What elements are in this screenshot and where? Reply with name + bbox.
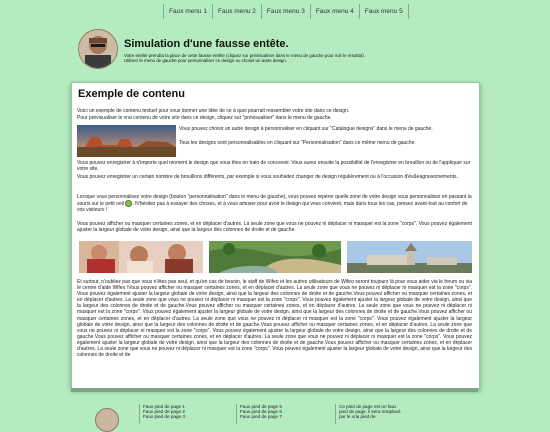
header-subtitle-line-2: Utilisez le menu de gauche pour personnaliser ce design ou choisir un autre design. (124, 58, 288, 64)
paragraph-zones: Vous pouvez afficher ou masquer certaines zones, et en déplacer d'autres. La seule zone que vous ne pouvez ni déplacer ni masquer est la zone "corps". Vous pouvez également ajuster la largeur globale de votre design, ainsi que la largeur des colonnes de droite et de gauche. (77, 221, 472, 234)
footer-link-6[interactable]: Faux pied de page 6 (240, 409, 282, 415)
desert-photo (77, 125, 176, 157)
footer-link-7[interactable]: Faux pied de page 7 (240, 414, 282, 420)
paragraph-drafts: Vous pouvez enregistrer un certain nombre de brouillons différents, par exemple si vous souhaitez changer de design régulièrement ou à l'occasion d'év&eagraveznements. (77, 174, 458, 180)
footer (71, 404, 478, 424)
paragraph-catalogue: Vous pouvez choisir un autre design à personnaliser en cliquant sur "Catalogue designs" dans le menu de gauche. (179, 126, 433, 132)
castle-image (347, 241, 472, 273)
content-bottom-bar (71, 388, 478, 392)
desert-image (77, 125, 176, 157)
menu-item-3[interactable]: Faux menu 3 (261, 4, 310, 19)
paragraph-preview: Pour prévisualiser le vrai contenu de votre site dans ce design, cliquez sur "prévisualiser" dans le menu de gauche. (77, 115, 332, 121)
paragraph-save: Vous pouvez enregistrer à n'importe quel moment le design que vous êtes en train de concevoir. Vous aurez ensuite la possibilité de l'enregistrer en brouillon ou de l'appliquer sur votre site. (77, 160, 471, 173)
paragraph-intro: Voici un exemple de contenu textuel pour vous donner une idée de ce à quoi pourrait ressembler votre site dans ce design. (77, 108, 350, 114)
avatar-photo (79, 30, 117, 68)
footer-avatar (95, 408, 119, 432)
paragraph-customize (77, 194, 472, 213)
footer-col-4 (335, 404, 435, 424)
river-photo (209, 241, 341, 273)
paragraph-customize-a: Lorsque vous personnalisez votre design (bouton "personnalisation" dans le menu de gauche), vous pouvez repérer quelle zone de votre design vous personnalisez en passant la souris sur le petit oeil (77, 194, 472, 207)
river-image (209, 241, 341, 273)
people-image (79, 241, 203, 273)
castle-photo (347, 241, 472, 273)
people-photo (79, 241, 203, 273)
content-heading: Exemple de contenu (78, 88, 185, 100)
menu-item-4[interactable]: Faux menu 4 (310, 4, 359, 19)
paragraph-customize-b: . N'hésitez pas à essayer des choses, et à vous amuser pour avoir le design qui vous convient, mais dans tous les cas, pensez avant-tout au confort de vos visiteurs ! (77, 200, 468, 214)
footer-link-3[interactable]: Faux pied de page 3 (143, 414, 185, 420)
header-subtitle (124, 53, 464, 64)
footer-link-1[interactable]: Faux pied de page 1 (143, 404, 185, 409)
header-subtitle-line-1: Votre entête prendra la place de cette fausse entête (cliquez sur prévisualiser dans le menu de gauche pour voir le résultat). (124, 53, 365, 58)
footer-note-3: par le vrai pied de (339, 414, 376, 420)
paragraph-personnalisation: Tous les designs sont personnalisables en cliquant sur "Personnalisation" dans ce même menu de gauche. (179, 140, 416, 146)
footer-link-2[interactable]: Faux pied de page 2 (143, 409, 185, 415)
footer-link-5[interactable]: Faux pied de page 5 (240, 404, 282, 409)
footer-col-2 (139, 404, 239, 424)
footer-note-1: Ce pied de page est un faux (339, 404, 397, 409)
menu-item-5[interactable]: Faux menu 5 (359, 4, 409, 19)
footer-note-2: pied de page, il sera remplacé (339, 409, 401, 415)
page-title: Simulation d'une fausse entête. (124, 38, 289, 50)
footer-col-3 (236, 404, 336, 424)
content-panel (71, 82, 480, 389)
header (78, 27, 478, 67)
menu-item-1[interactable]: Faux menu 1 (163, 4, 212, 19)
top-menu (163, 4, 409, 19)
paragraph-help: Et surtout, n'oubliez pas que vous n'êtes pas seul, et qu'en cas de besoin, le staff de Wifeo et les autres utilisateurs de Wifeo seront toujours là pour vous aider via le forum ou via le centre d'aide Wifeo !Vous pouvez afficher ou masquer certaines zones, et en déplacer d'autres. La seule zone que vous ne pouvez ni déplacer ni masquer est la zone "corps". Vous pouvez également ajuster la largeur globale de votre design, ainsi que la largeur des colonnes de droite et de gauche.Vous pouvez afficher ou masquer certaines zones, et en déplacer d'autres. La seule zone que vous ne pouvez ni déplacer ni masquer est la zone "corps". Vous pouvez également ajuster la largeur globale de votre design, ainsi que la largeur des colonnes de droite et de gauche.Vous pouvez afficher ou masquer certaines zones, et en déplacer d'autres. La seule zone que vous ne pouvez ni déplacer ni masquer est la zone "corps". Vous pouvez également ajuster la largeur globale de votre design, ainsi que la largeur des colonnes de droite et de gauche.Vous pouvez afficher ou masquer certaines zones, et en déplacer d'autres. La seule zone que vous ne pouvez ni déplacer ni masquer est la zone "corps". Vous pouvez également ajuster la largeur globale de votre design, ainsi que la largeur des colonnes de droite et de gauche.Vous pouvez afficher ou masquer certaines zones, et en déplacer d'autres. La seule zone que vous ne pouvez ni déplacer ni masquer est la zone "corps". Vous pouvez également ajuster la largeur globale de votre design, ainsi que la largeur des colonnes de droite et de gauche.Vous pouvez afficher ou masquer certaines zones, et en déplacer d'autres. La seule zone que vous ne pouvez ni déplacer ni masquer est la zone "corps". Vous pouvez également ajuster la largeur globale de votre design, ainsi que la largeur des colonnes de droite et de gauche.Vous pouvez afficher ou masquer certaines zones, et en déplacer d'autres. La seule zone que vous ne pouvez ni déplacer ni masquer est la zone "corps". Vous pouvez également ajuster la largeur globale de votre design, ainsi que la largeur des colonnes de droite et de (77, 279, 472, 359)
menu-item-2[interactable]: Faux menu 2 (212, 4, 261, 19)
avatar (78, 29, 118, 69)
